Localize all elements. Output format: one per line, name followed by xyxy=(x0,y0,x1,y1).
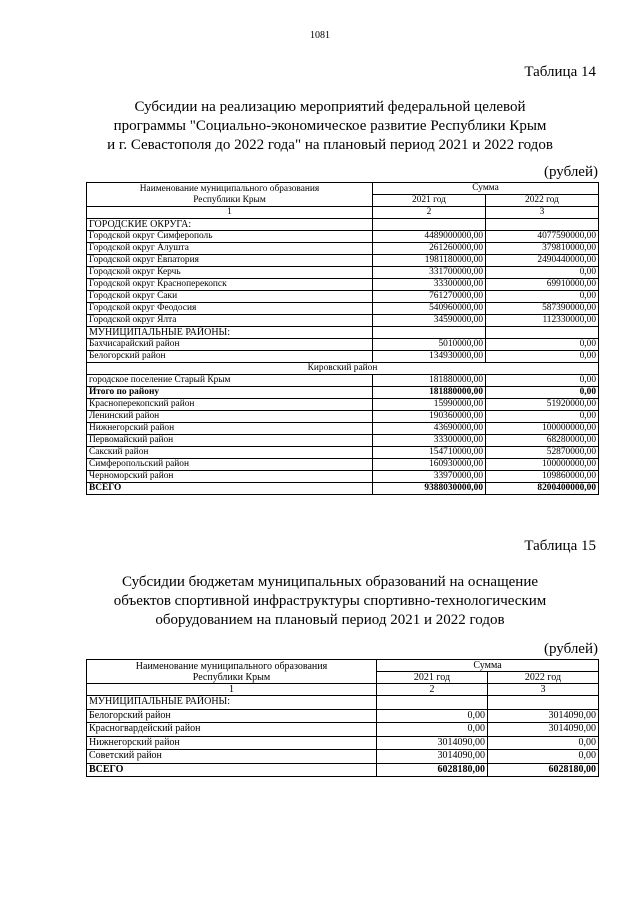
row-name: Городской округ Керчь xyxy=(87,267,373,279)
table14-title xyxy=(60,98,600,155)
row-2021: 1981180000,00 xyxy=(373,255,486,267)
row-name: Ленинский район xyxy=(87,411,373,423)
row-2021: 33300000,00 xyxy=(373,435,486,447)
row-2021: 43690000,00 xyxy=(373,423,486,435)
row-2022: 100000000,00 xyxy=(486,423,599,435)
empty-cell xyxy=(377,696,488,710)
col-number: 3 xyxy=(488,684,599,696)
row-name: Советский район xyxy=(87,750,377,764)
row-2022: 3014090,00 xyxy=(488,723,599,737)
empty-cell xyxy=(486,219,599,231)
row-name: Нижнегорский район xyxy=(87,423,373,435)
table-row xyxy=(87,411,599,423)
row-name: Городской округ Евпатория xyxy=(87,255,373,267)
table-row xyxy=(87,231,599,243)
table-row xyxy=(87,351,599,363)
col-number: 2 xyxy=(373,207,486,219)
table-row xyxy=(87,435,599,447)
row-2022: 587390000,00 xyxy=(486,303,599,315)
row-2021: 0,00 xyxy=(377,723,488,737)
table-row xyxy=(87,303,599,315)
table-row xyxy=(87,471,599,483)
header-2022: 2022 год xyxy=(486,195,599,207)
row-2021: 5010000,00 xyxy=(373,339,486,351)
row-2021: 33970000,00 xyxy=(373,471,486,483)
row-2021: 0,00 xyxy=(377,709,488,723)
section-header: МУНИЦИПАЛЬНЫЕ РАЙОНЫ: xyxy=(87,327,373,339)
row-2021: 3014090,00 xyxy=(377,736,488,750)
row-2022: 0,00 xyxy=(486,339,599,351)
table-row xyxy=(87,315,599,327)
table-row xyxy=(87,267,599,279)
row-2022: 0,00 xyxy=(486,411,599,423)
table14-label: Таблица 14 xyxy=(524,64,596,80)
row-2021: 15990000,00 xyxy=(373,399,486,411)
row-2021: 540960000,00 xyxy=(373,303,486,315)
table-row xyxy=(87,339,599,351)
table-row xyxy=(87,399,599,411)
row-2022: 112330000,00 xyxy=(486,315,599,327)
row-name: Сакский район xyxy=(87,447,373,459)
table-row xyxy=(87,447,599,459)
row-2021: 4489000000,00 xyxy=(373,231,486,243)
row-2021: 3014090,00 xyxy=(377,750,488,764)
row-name: Городской округ Красноперекопск xyxy=(87,279,373,291)
row-2021: 160930000,00 xyxy=(373,459,486,471)
row-name: Бахчисарайский район xyxy=(87,339,373,351)
empty-cell xyxy=(486,327,599,339)
row-2022: 51920000,00 xyxy=(486,399,599,411)
total-row xyxy=(87,483,599,495)
row-2022: 3014090,00 xyxy=(488,709,599,723)
total-2021: 6028180,00 xyxy=(377,763,488,777)
table-row xyxy=(87,279,599,291)
table-row xyxy=(87,291,599,303)
table-row xyxy=(87,750,599,764)
table14-title-line: программы "Социально-экономическое развитие Республики Крым xyxy=(113,118,547,134)
section-header: МУНИЦИПАЛЬНЫЕ РАЙОНЫ: xyxy=(87,696,377,710)
row-2022: 0,00 xyxy=(488,736,599,750)
row-2022: 0,00 xyxy=(488,750,599,764)
total-2022: 6028180,00 xyxy=(488,763,599,777)
row-2022: 69910000,00 xyxy=(486,279,599,291)
kirov-district-header: Кировский район xyxy=(87,363,599,375)
total-name: ВСЕГО xyxy=(87,763,377,777)
row-name: Черноморский район xyxy=(87,471,373,483)
row-name: Красноперекопский район xyxy=(87,399,373,411)
table15-unit: (рублей) xyxy=(543,641,598,657)
row-2021: 761270000,00 xyxy=(373,291,486,303)
total-2021: 9388030000,00 xyxy=(373,483,486,495)
empty-cell xyxy=(488,696,599,710)
subtotal-2021: 181880000,00 xyxy=(373,387,486,399)
col-number: 1 xyxy=(87,684,377,696)
header-2021: 2021 год xyxy=(373,195,486,207)
table-row xyxy=(87,459,599,471)
col-number: 1 xyxy=(87,207,373,219)
row-2022: 0,00 xyxy=(486,291,599,303)
row-name: Белогорский район xyxy=(87,351,373,363)
row-2021: 181880000,00 xyxy=(373,375,486,387)
header-name-line1: Наименование муниципального образования xyxy=(139,183,320,194)
col-number: 3 xyxy=(486,207,599,219)
row-name: Городской округ Ялта xyxy=(87,315,373,327)
table14-unit: (рублей) xyxy=(543,164,598,180)
header-sum: Сумма xyxy=(373,183,599,195)
row-name: Городской округ Симферополь xyxy=(87,231,373,243)
row-name: Городской округ Феодосия xyxy=(87,303,373,315)
subtotal-row xyxy=(87,387,599,399)
table14-title-line: и г. Севастополя до 2022 года" на плановый период 2021 и 2022 годов xyxy=(107,137,553,153)
header-sum: Сумма xyxy=(377,660,599,672)
table15-title-line: Субсидии бюджетам муниципальных образований на оснащение xyxy=(121,574,539,590)
row-2022: 0,00 xyxy=(486,267,599,279)
section-header: ГОРОДСКИЕ ОКРУГА: xyxy=(87,219,373,231)
header-name-cell xyxy=(87,183,373,207)
row-2021: 34590000,00 xyxy=(373,315,486,327)
table-row xyxy=(87,736,599,750)
row-2021: 33300000,00 xyxy=(373,279,486,291)
table-row xyxy=(87,709,599,723)
row-name: Городской округ Саки xyxy=(87,291,373,303)
header-name-line2: Республики Крым xyxy=(193,194,266,205)
table-row xyxy=(87,375,599,387)
row-name: Нижнегорский район xyxy=(87,736,377,750)
table-row xyxy=(87,723,599,737)
row-2021: 331700000,00 xyxy=(373,267,486,279)
row-2022: 52870000,00 xyxy=(486,447,599,459)
row-2022: 109860000,00 xyxy=(486,471,599,483)
table15-title-line: оборудованием на плановый период 2021 и 2022 годов xyxy=(155,612,505,628)
header-name-line2: Республики Крым xyxy=(192,671,271,683)
row-name: Городской округ Алушта xyxy=(87,243,373,255)
table14 xyxy=(86,182,599,495)
header-name-line1: Наименование муниципального образования xyxy=(135,660,328,672)
header-2022: 2022 год xyxy=(488,672,599,684)
table15-label: Таблица 15 xyxy=(524,538,596,554)
table15-title-line: объектов спортивной инфраструктуры спортивно-технологическим xyxy=(113,593,547,609)
empty-cell xyxy=(373,327,486,339)
row-name: Симферопольский район xyxy=(87,459,373,471)
total-2022: 8200400000,00 xyxy=(486,483,599,495)
row-2021: 261260000,00 xyxy=(373,243,486,255)
table15-title xyxy=(60,573,600,630)
empty-cell xyxy=(373,219,486,231)
row-name: Красногвардейский район xyxy=(87,723,377,737)
row-2022: 68280000,00 xyxy=(486,435,599,447)
col-number: 2 xyxy=(377,684,488,696)
row-2022: 2490440000,00 xyxy=(486,255,599,267)
page-number: 1081 xyxy=(310,30,330,41)
row-name: Белогорский район xyxy=(87,709,377,723)
table-row xyxy=(87,243,599,255)
total-name: ВСЕГО xyxy=(87,483,373,495)
subtotal-name: Итого по району xyxy=(87,387,373,399)
table-row xyxy=(87,423,599,435)
row-2022: 0,00 xyxy=(486,351,599,363)
row-2022: 100000000,00 xyxy=(486,459,599,471)
row-2021: 154710000,00 xyxy=(373,447,486,459)
row-name: городское поселение Старый Крым xyxy=(87,375,373,387)
header-name-cell xyxy=(87,660,377,684)
subtotal-2022: 0,00 xyxy=(486,387,599,399)
row-2022: 0,00 xyxy=(486,375,599,387)
row-2022: 379810000,00 xyxy=(486,243,599,255)
table-row xyxy=(87,255,599,267)
row-2021: 190360000,00 xyxy=(373,411,486,423)
row-name: Первомайский район xyxy=(87,435,373,447)
row-2022: 4077590000,00 xyxy=(486,231,599,243)
row-2021: 134930000,00 xyxy=(373,351,486,363)
table14-title-line: Субсидии на реализацию мероприятий федеральной целевой xyxy=(134,99,526,115)
table15 xyxy=(86,659,599,777)
header-2021: 2021 год xyxy=(377,672,488,684)
total-row xyxy=(87,763,599,777)
